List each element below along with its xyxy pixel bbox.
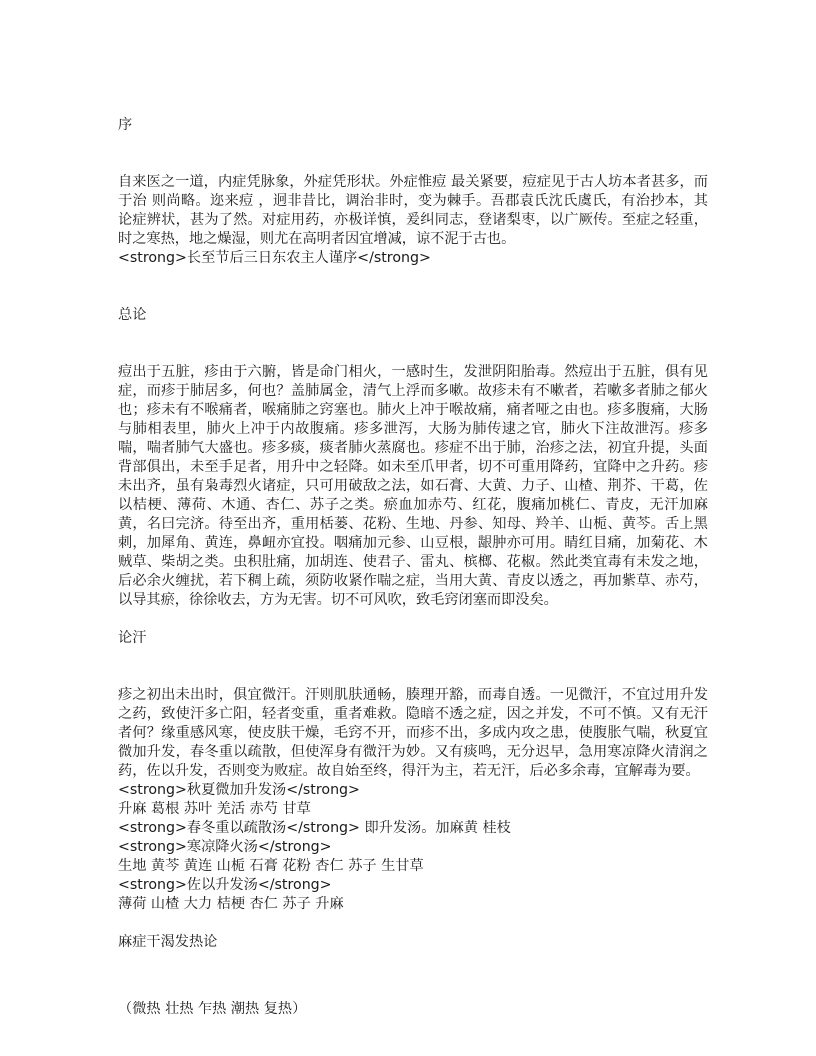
formula-name: <strong>寒凉降火汤</strong> bbox=[118, 839, 332, 855]
formula-name: <strong>秋夏微加升发汤</strong> bbox=[118, 782, 360, 798]
general-body: 痘出于五脏，疹由于六腑，皆是命门相火，一感时生，发泄阴阳胎毒。然痘出于五脏，俱有见症，而疹于肺居多，何也？盖肺属金，清气上浮而多嗽。故疹未有不嗽者，若嗽多者肺之郁火也；疹未有不喉痛者，喉痛肺之窍塞也。肺火上冲于喉故痛，痛者哑之由也。疹多腹痛，大肠与肺相表里，肺火上冲于内故腹痛。疹多泄泻，大肠为肺传逮之官，肺火下注故泄泻。疹多喘，喘者肺气大盛也。疹多痰，痰者肺火蒸腐也。疹症不出于肺，治疹之法，初宜升提，头面背部俱出，未至手足者，用升中之轻降。如未至爪甲者，切不可重用降药，宜降中之升药。疹未出齐，虽有枭毒烈火诸症，只可用破敌之法，如石膏、大黄、力子、山楂、荆芥、干葛，佐以桔梗、薄荷、木通、杏仁、苏子之类。瘀血加赤芍、红花，腹痛加桃仁、青皮，无汗加麻黄，名曰完济。待至出齐，重用栝蒌、花粉、生地、丹参、知母、羚羊、山栀、黄芩。舌上黑刺，加犀角、黄连，鼻衄亦宜投。咽痛加元参、山豆根，龈肿亦可用。睛红目痛，加菊花、木贼草、柴胡之类。虫积肚痛，加胡连、使君子、雷丸、槟榔、花椒。然此类宜毒有未发之地，后必余火缠扰，若下稠上疏，须防收紧作喘之症，当用大黄、青皮以透之，再加紫草、赤芍，以导其瘀，徐徐收去，方为无害。切不可风吹，致毛窍闭塞而即没矣。 bbox=[118, 364, 708, 608]
formula-name: <strong>佐以升发汤</strong> bbox=[118, 877, 332, 893]
formula-herbs: 薄荷 山楂 大力 桔梗 杏仁 苏子 升麻 bbox=[118, 896, 344, 912]
fever-subtitle: （微热 壮热 乍热 潮热 复热） bbox=[118, 1001, 307, 1017]
fever-title: 麻症干渴发热论 bbox=[118, 934, 218, 950]
document-page bbox=[118, 116, 708, 1019]
preface-title: 序 bbox=[118, 117, 133, 133]
formula-name: <strong>春冬重以疏散汤</strong> 即升发汤。加麻黄 桂枝 bbox=[118, 820, 511, 836]
preface-body: 自来医之一道，内症凭脉象，外症凭形状。外症惟痘 最关紧要，痘症见于古人坊本者甚多，而于治 则尚略。迩来痘 ，迥非昔比，调治非时，变为棘手。吾郡袁氏沈氏虞氏，有治抄本，其论症辨状，甚为了然。对症用药，亦极详慎，爰纠同志，登诸梨枣，以广厥传。至症之轻重，时之寒热，地之燥湿，则尤在高明者因宜增减，谅不泥于古也。 bbox=[118, 174, 708, 247]
formula-herbs: 升麻 葛根 苏叶 羌活 赤芍 甘草 bbox=[118, 801, 311, 817]
sweat-title: 论汗 bbox=[118, 630, 147, 646]
formula-herbs: 生地 黄芩 黄连 山栀 石膏 花粉 杏仁 苏子 生甘草 bbox=[118, 858, 424, 874]
sweat-body: 疹之初出未出时，俱宜微汗。汗则肌肤通畅，腠理开豁，而毒自透。一见微汗，不宜过用升发之药，致使汗多亡阳，轻者变重，重者难救。隐暗不透之症，因之并发，不可不慎。又有无汗者何？缘重感风寒，使皮肤干燥，毛窍不开，而疹不出，多成内攻之患，使腹胀气喘，秋夏宜微加升发，春冬重以疏散，但使浑身有微汗为妙。又有痰鸣，无分迟早，急用寒凉降火清润之药，佐以升发，否则变为败症。故自始至终，得汗为主，若无汗，后必多余毒，宜解毒为要。 bbox=[118, 687, 708, 779]
general-title: 总论 bbox=[118, 307, 147, 323]
preface-signature: <strong>长至节后三日东农主人谨序</strong> bbox=[118, 250, 431, 266]
